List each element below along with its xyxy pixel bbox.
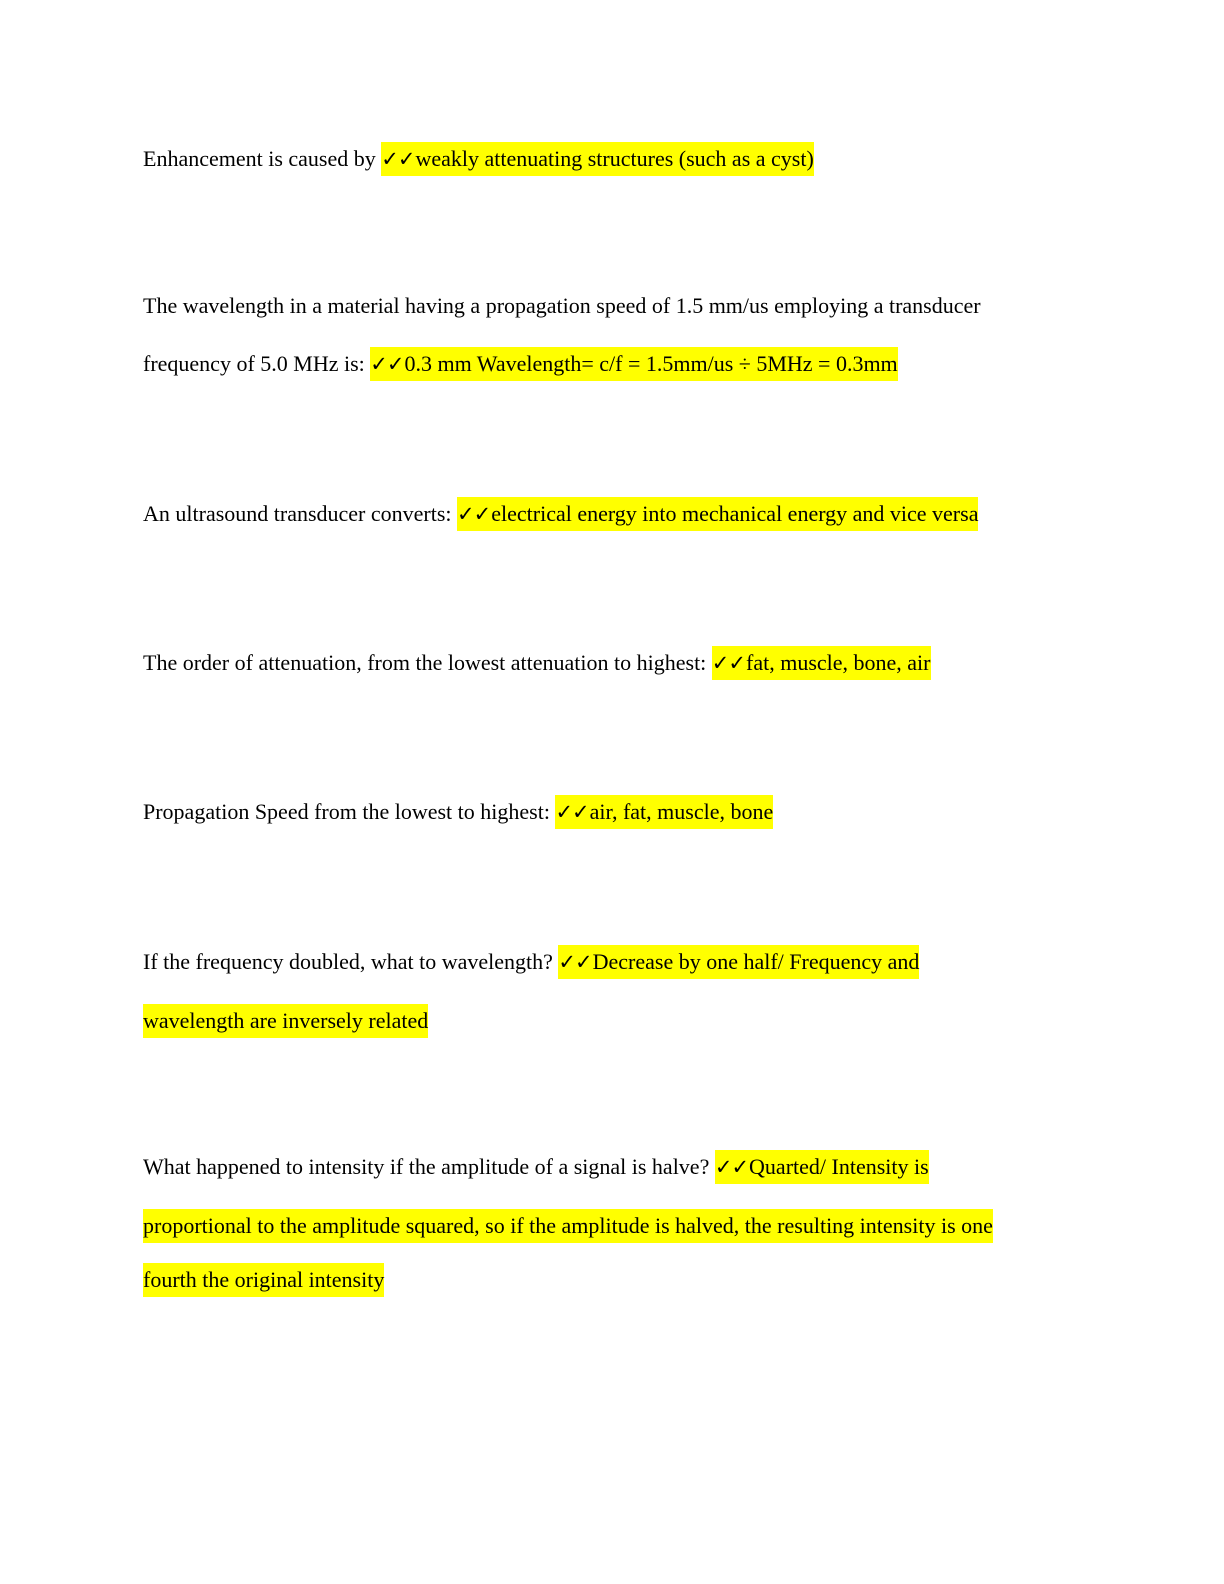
- answer-text-line-1: Decrease by one half/ Frequency and: [592, 949, 920, 974]
- answer-highlight-line-2: [143, 1209, 993, 1243]
- answer-text-line-2: proportional to the amplitude squared, so if the amplitude is halved, the resulting intensity is one: [143, 1213, 993, 1238]
- answer-text-line-1: Quarted/ Intensity is: [749, 1154, 929, 1179]
- answer-highlight: [715, 1150, 929, 1184]
- answer-highlight: [558, 945, 919, 979]
- answer-text-line-2: wavelength are inversely related: [143, 1008, 429, 1033]
- double-check-icon: ✓✓: [370, 352, 404, 376]
- answer-highlight-line-3: [143, 1263, 384, 1297]
- answer-highlight: [381, 142, 814, 176]
- question-text-line-1: The wavelength in a material having a propagation speed of 1.5 mm/us employing a transducer: [143, 293, 981, 318]
- answer-highlight-line-2: [143, 1004, 428, 1038]
- question-text: Enhancement is caused by: [143, 146, 382, 171]
- question-text: If the frequency doubled, what to wavelength?: [143, 949, 559, 974]
- double-check-icon: ✓✓: [457, 502, 491, 526]
- answer-text-line-3: fourth the original intensity: [143, 1267, 385, 1292]
- double-check-icon: ✓✓: [558, 950, 592, 974]
- question-text: The order of attenuation, from the lowest attenuation to highest:: [143, 650, 712, 675]
- double-check-icon: ✓✓: [714, 1155, 749, 1179]
- answer-highlight: [457, 497, 978, 531]
- answer-text: electrical energy into mechanical energy and vice versa: [491, 501, 979, 526]
- answer-text: fat, muscle, bone, air: [746, 650, 931, 675]
- question-text-line-2: frequency of 5.0 MHz is:: [143, 351, 371, 376]
- double-check-icon: ✓✓: [555, 800, 589, 824]
- double-check-icon: ✓✓: [711, 651, 745, 675]
- question-text: Propagation Speed from the lowest to highest:: [143, 799, 556, 824]
- question-text: An ultrasound transducer converts:: [143, 501, 458, 526]
- answer-text: 0.3 mm Wavelength= c/f = 1.5mm/us ÷ 5MHz = 0.3mm: [404, 351, 898, 376]
- question-text: What happened to intensity if the amplitude of a signal is halve?: [143, 1154, 715, 1179]
- answer-text: weakly attenuating structures (such as a cyst): [415, 146, 814, 171]
- answer-highlight: [712, 646, 931, 680]
- answer-highlight: [370, 347, 897, 381]
- answer-text: air, fat, muscle, bone: [589, 799, 774, 824]
- answer-highlight: [555, 795, 773, 829]
- double-check-icon: ✓✓: [381, 147, 415, 171]
